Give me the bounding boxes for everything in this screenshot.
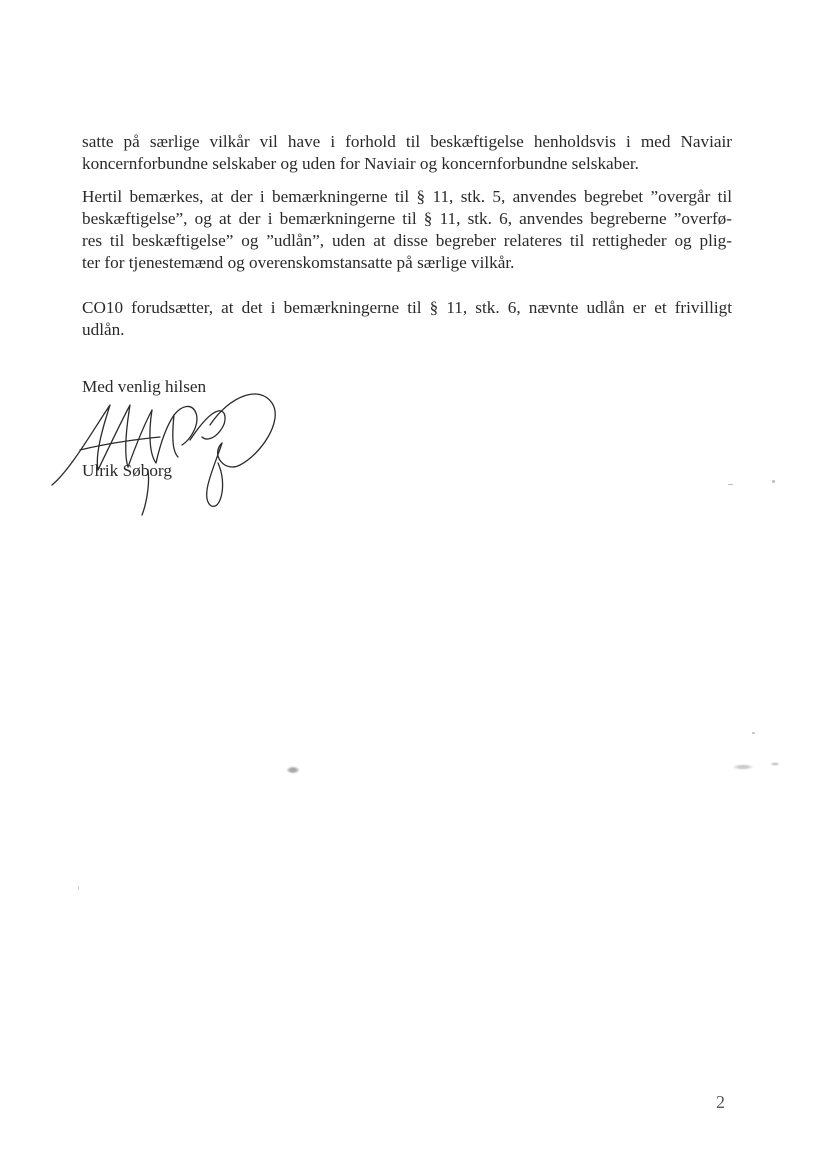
scan-speck [770,762,780,766]
text-line: res til beskæftigelse” og ”udlån”, uden at disse begreber relateres til rettigheder og plig- [82,231,732,250]
text-line: satte på særlige vilkår vil have i forhold til beskæftigelse henholdsvis i med Naviair [82,132,732,151]
text-line: koncernforbundne selskaber og uden for Naviair og koncernforbundne selskaber. [82,154,639,173]
text-line: CO10 forudsætter, at det i bemærkningerne til § 11, stk. 6, nævnte udlån er et frivilligt [82,298,732,317]
scan-speck [286,766,300,774]
scan-speck [772,480,775,483]
signer-name: Ulrik Søborg [82,461,172,480]
closing-salutation: Med venlig hilsen [82,377,207,396]
text-line: beskæftigelse”, og at der i bemærkningerne til § 11, stk. 6, anvendes begreberne ”overfø- [82,209,732,228]
text-line: udlån. [82,320,125,339]
scan-speck [752,732,755,734]
scan-speck [728,484,733,485]
paragraph-1 [82,131,732,175]
paragraph-2 [82,186,732,274]
handwritten-signature [40,385,290,525]
paragraph-3 [82,297,732,341]
text-line: ter for tjenestemænd og overenskomstansatte på særlige vilkår. [82,253,515,272]
scan-speck [732,764,754,770]
text-line: Hertil bemærkes, at der i bemærkningerne til § 11, stk. 5, anvendes begrebet ”overgår til [82,187,732,206]
page-number: 2 [716,1092,725,1112]
scan-speck [78,886,79,890]
